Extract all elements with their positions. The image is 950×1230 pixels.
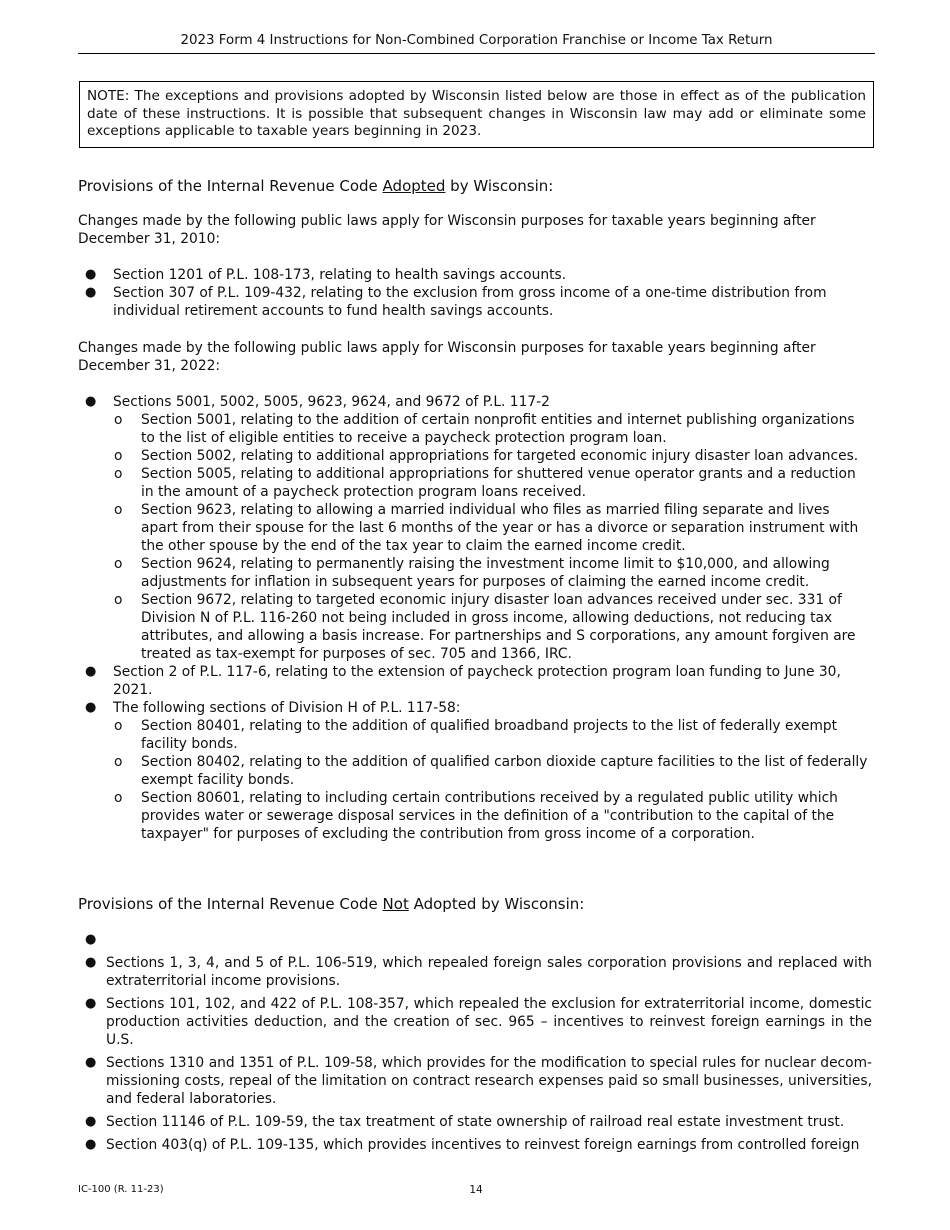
sublist-item-text: Section 5001, relating to the addition of certain nonprofit entities and internet publishing organizations to the list of eligible entities to receive a paycheck protection program loan. — [141, 412, 855, 446]
list-item — [78, 1136, 872, 1154]
circle-bullet-icon: o — [114, 448, 123, 464]
circle-bullet-icon: o — [114, 412, 123, 428]
list-item — [78, 931, 872, 949]
bullet-icon: ● — [85, 394, 97, 409]
circle-bullet-icon: o — [114, 718, 123, 734]
sublist-item — [113, 789, 870, 843]
bullet-icon: ● — [85, 664, 97, 679]
circle-bullet-icon: o — [114, 754, 123, 770]
sublist-item-text: Section 9623, relating to allowing a married individual who files as married filing separate and lives apart from their spouse for the last 6 months of the year or has a divorce or separation instrument with the other spouse by the end of the tax year to claim the earned income credit. — [141, 502, 859, 554]
list-item-text: Sections 1, 3, 4, and 5 of P.L. 106-519, which repealed foreign sales corporation provisions and replaced with extraterritorial income provisions. — [106, 955, 872, 989]
sublist-item-text: Section 80601, relating to including certain contributions received by a regulated public utility which provides water or sewerage disposal services in the definition of a "contribution to the capital of the taxpayer" for purposes of excluding the contribution from gross income of a corporation. — [141, 790, 838, 842]
sublist-item-text: Section 5002, relating to additional appropriations for targeted economic injury disaster loan advances. — [141, 448, 859, 464]
page-header-title: 2023 Form 4 Instructions for Non-Combined Corporation Franchise or Income Tax Return — [180, 33, 773, 48]
list-item — [78, 393, 870, 663]
bullet-icon: ● — [85, 955, 97, 970]
not-adopted-heading — [78, 894, 584, 914]
list-2010 — [78, 266, 870, 320]
list-2022 — [78, 393, 870, 843]
bullet-icon: ● — [85, 1137, 97, 1152]
list-item-text: Section 2 of P.L. 117-6, relating to the extension of paycheck protection program loan funding to June 30, 2021. — [113, 664, 841, 698]
bullet-icon: ● — [85, 996, 97, 1011]
list-item-text: Section 307 of P.L. 109-432, relating to the exclusion from gross income of a one-time distribution from individual retirement accounts to fund health savings accounts. — [113, 285, 827, 319]
sublist-item — [113, 717, 870, 753]
sublist-item — [113, 447, 870, 465]
adopted-heading-pre: Provisions of the Internal Revenue Code — [78, 177, 383, 195]
sublist-item — [113, 465, 870, 501]
sublist-item — [113, 753, 870, 789]
not-adopted-list — [78, 931, 872, 1159]
list-item — [78, 1113, 872, 1131]
list-item — [78, 699, 870, 843]
adopted-heading — [78, 176, 553, 196]
sublist — [113, 717, 870, 843]
sublist-item-text: Section 80401, relating to the addition of qualified broadband projects to the list of federally exempt facility bonds. — [141, 718, 838, 752]
sublist — [113, 411, 870, 663]
sublist-item — [113, 591, 870, 663]
not-adopted-heading-underlined: Not — [382, 895, 409, 913]
sublist-item — [113, 411, 870, 447]
sublist-item-text: Section 9624, relating to permanently raising the investment income limit to $10,000, and allowing adjustments for inflation in subsequent years for purposes of claiming the earned income credit. — [141, 556, 830, 590]
list-item-text: Section 11146 of P.L. 109-59, the tax treatment of state ownership of railroad real estate investment trust. — [106, 1114, 845, 1130]
list-item — [78, 266, 870, 284]
intro-2022: Changes made by the following public laws apply for Wisconsin purposes for taxable years beginning after December 31, 2022: — [78, 340, 816, 374]
list-item-text: Sections 1310 and 1351 of P.L. 109-58, which provides for the modification to special rules for nuclear decom-missioning costs, repeal of the limitation on contract research expenses paid so small businesses, universities, and federal laboratories. — [106, 1055, 872, 1107]
circle-bullet-icon: o — [114, 556, 123, 572]
not-adopted-heading-post: Adopted by Wisconsin: — [408, 895, 585, 913]
list-item-text: Section 403(q) of P.L. 109-135, which provides incentives to reinvest foreign earnings from controlled foreign — [106, 1137, 860, 1153]
sublist-item-text: Section 9672, relating to targeted economic injury disaster loan advances received under sec. 331 of Division N of P.L. 116-260 not being included in gross income, allowing deductions, not reducing tax attributes, and allowing a basis increase. For partnerships and S corporations, any amount forgiven are treated as tax-exempt for purposes of sec. 705 and 1366, IRC. — [141, 592, 856, 662]
list-item — [78, 284, 870, 320]
list-item — [78, 954, 872, 990]
bullet-icon: ● — [85, 1055, 97, 1070]
footer-form-id: IC-100 (R. 11-23) — [78, 1184, 164, 1195]
not-adopted-heading-pre: Provisions of the Internal Revenue Code — [78, 895, 383, 913]
circle-bullet-icon: o — [114, 790, 123, 806]
bullet-icon: ● — [85, 932, 97, 947]
circle-bullet-icon: o — [114, 466, 123, 482]
list-item — [78, 995, 872, 1049]
circle-bullet-icon: o — [114, 502, 123, 518]
list-item — [78, 663, 870, 699]
sublist-item — [113, 555, 870, 591]
header-rule — [78, 53, 875, 54]
bullet-icon: ● — [85, 1114, 97, 1129]
adopted-heading-post: by Wisconsin: — [445, 177, 554, 195]
adopted-heading-underlined: Adopted — [382, 177, 446, 195]
list-item-text: The following sections of Division H of P.L. 117-58: — [113, 700, 461, 716]
list-item — [78, 1054, 872, 1108]
bullet-icon: ● — [85, 285, 97, 300]
list-item-text: Section 1201 of P.L. 108-173, relating to health savings accounts. — [113, 267, 567, 283]
footer-page-number: 14 — [469, 1184, 483, 1196]
circle-bullet-icon: o — [114, 592, 123, 608]
intro-2010: Changes made by the following public laws apply for Wisconsin purposes for taxable years beginning after December 31, 2010: — [78, 213, 816, 247]
sublist-item-text: Section 80402, relating to the addition of qualified carbon dioxide capture facilities to the list of federally exempt facility bonds. — [141, 754, 868, 788]
sublist-item — [113, 501, 870, 555]
list-item-text: Sections 101, 102, and 422 of P.L. 108-357, which repealed the exclusion for extraterritorial income, domestic production activities deduction, and the creation of sec. 965 – incentives to reinvest foreign earnings in the U.S. — [106, 996, 872, 1048]
bullet-icon: ● — [85, 700, 97, 715]
list-item-text: Sections 5001, 5002, 5005, 9623, 9624, and 9672 of P.L. 117-2 — [113, 394, 550, 410]
sublist-item-text: Section 5005, relating to additional appropriations for shuttered venue operator grants and a reduction in the amount of a paycheck protection program loans received. — [141, 466, 856, 500]
note-box: NOTE: The exceptions and provisions adopted by Wisconsin listed below are those in effect as of the publication date of these instructions. It is possible that subsequent changes in Wisconsin law may add or eliminate some exceptions applicable to taxable years beginning in 2023. — [79, 81, 874, 148]
bullet-icon: ● — [85, 267, 97, 282]
